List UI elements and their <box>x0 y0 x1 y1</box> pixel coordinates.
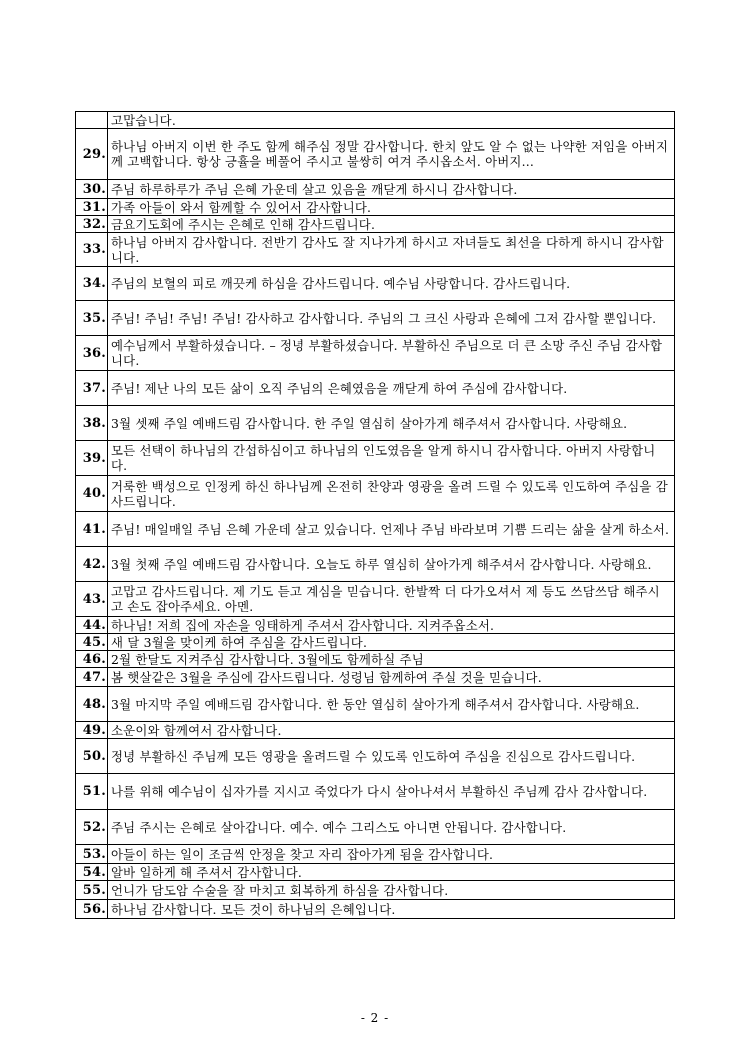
row-text: 거룩한 백성으로 인정케 하신 하나님께 온전히 찬양과 영광을 올려 드릴 수 있도록 인도하여 주심을 감사드립니다. <box>108 476 675 512</box>
row-number: 34. <box>76 267 108 301</box>
table-row <box>76 180 675 199</box>
table-row <box>76 301 675 336</box>
row-number: 53. <box>76 845 108 864</box>
table-row <box>76 881 675 900</box>
row-number: 32. <box>76 216 108 233</box>
table-row <box>76 617 675 634</box>
table-row <box>76 112 675 129</box>
row-number: 41. <box>76 512 108 547</box>
row-number: 44. <box>76 617 108 634</box>
row-number: 31. <box>76 199 108 216</box>
prayer-table <box>75 111 675 919</box>
row-text: 소운이와 함께여서 감사합니다. <box>108 722 675 739</box>
row-text: 3월 마지막 주일 예배드림 감사합니다. 한 동안 열심히 살아가게 해주셔서 감사합니다. 사랑해요. <box>108 687 675 722</box>
row-number: 29. <box>76 129 108 180</box>
row-number: 37. <box>76 371 108 406</box>
row-number: 30. <box>76 180 108 199</box>
row-text: 주님 하루하루가 주님 은혜 가운데 살고 있음을 깨닫게 하시니 감사합니다. <box>108 180 675 199</box>
table-row <box>76 129 675 180</box>
row-number: 55. <box>76 881 108 900</box>
prayer-table-body <box>76 112 675 919</box>
row-number: 38. <box>76 406 108 441</box>
row-text: 새 달 3월을 맞이케 하여 주심을 감사드립니다. <box>108 634 675 651</box>
row-text: 고맙습니다. <box>108 112 675 129</box>
row-text: 예수님께서 부활하셨습니다. – 정녕 부활하셨습니다. 부활하신 주님으로 더 큰 소망 주신 주님 감사합니다. <box>108 336 675 371</box>
row-text: 하나님 감사합니다. 모든 것이 하나님의 은혜입니다. <box>108 900 675 919</box>
row-text: 아들이 하는 일이 조금씩 안정을 찾고 자리 잡아가게 됨을 감사합니다. <box>108 845 675 864</box>
table-row <box>76 739 675 774</box>
row-number: 43. <box>76 582 108 617</box>
row-text: 주님의 보혈의 피로 깨끗케 하심을 감사드립니다. 예수님 사랑합니다. 감사드립니다. <box>108 267 675 301</box>
row-text: 주님! 매일매일 주님 은혜 가운데 살고 있습니다. 언제나 주님 바라보며 기쁨 드리는 삶을 살게 하소서. <box>108 512 675 547</box>
table-row <box>76 722 675 739</box>
table-row <box>76 371 675 406</box>
row-number: 39. <box>76 441 108 476</box>
row-text: 주님! 제난 나의 모든 삶이 오직 주님의 은혜였음을 깨닫게 하여 주심에 감사합니다. <box>108 371 675 406</box>
table-row <box>76 774 675 810</box>
table-row <box>76 336 675 371</box>
table-row <box>76 441 675 476</box>
table-row <box>76 651 675 668</box>
row-text: 하나님 아버지 감사합니다. 전반기 감사도 잘 지나가게 하시고 자녀들도 최선을 다하게 하시니 감사합니다. <box>108 233 675 267</box>
table-row <box>76 233 675 267</box>
table-row <box>76 547 675 582</box>
row-text: 3월 셋째 주일 예배드림 감사합니다. 한 주일 열심히 살아가게 해주셔서 감사합니다. 사랑해요. <box>108 406 675 441</box>
table-row <box>76 845 675 864</box>
table-row <box>76 406 675 441</box>
table-row <box>76 199 675 216</box>
prayer-table-container <box>75 111 674 919</box>
row-text: 하나님! 저희 집에 자손을 잉태하게 주셔서 감사합니다. 지켜주옵소서. <box>108 617 675 634</box>
row-number: 33. <box>76 233 108 267</box>
row-text: 언니가 담도암 수술을 잘 마치고 회복하게 하심을 감사합니다. <box>108 881 675 900</box>
row-number <box>76 112 108 129</box>
row-text: 금요기도회에 주시는 은혜로 인해 감사드립니다. <box>108 216 675 233</box>
row-text: 정녕 부활하신 주님께 모든 영광을 올려드릴 수 있도록 인도하여 주심을 진심으로 감사드립니다. <box>108 739 675 774</box>
row-text: 2월 한달도 지켜주심 감사합니다. 3월에도 함께하실 주님 <box>108 651 675 668</box>
row-number: 46. <box>76 651 108 668</box>
row-number: 45. <box>76 634 108 651</box>
table-row <box>76 668 675 687</box>
row-text: 주님! 주님! 주님! 주님! 감사하고 감사합니다. 주님의 그 크신 사랑과 은혜에 그저 감사할 뿐입니다. <box>108 301 675 336</box>
row-text: 알바 일하게 해 주셔서 감사합니다. <box>108 864 675 881</box>
row-number: 56. <box>76 900 108 919</box>
row-number: 35. <box>76 301 108 336</box>
table-row <box>76 582 675 617</box>
row-number: 47. <box>76 668 108 687</box>
table-row <box>76 900 675 919</box>
table-row <box>76 476 675 512</box>
row-number: 40. <box>76 476 108 512</box>
row-text: 하나님 아버지 이번 한 주도 함께 해주심 정말 감사합니다. 한치 앞도 알 수 없는 나약한 저임을 아버지께 고백합니다. 항상 긍휼을 베풀어 주시고 불쌍히 여겨 주시옵소서. 아버지... <box>108 129 675 180</box>
row-number: 54. <box>76 864 108 881</box>
row-number: 42. <box>76 547 108 582</box>
table-row <box>76 687 675 722</box>
row-text: 가족 아들이 와서 함께할 수 있어서 감사합니다. <box>108 199 675 216</box>
row-text: 3월 첫째 주일 예배드림 감사합니다. 오늘도 하루 열심히 살아가게 해주셔서 감사합니다. 사랑해요. <box>108 547 675 582</box>
table-row <box>76 634 675 651</box>
row-text: 봄 햇살같은 3월을 주심에 감사드립니다. 성령님 함께하여 주실 것을 믿습니다. <box>108 668 675 687</box>
page-number: - 2 - <box>360 1011 390 1025</box>
row-text: 고맙고 감사드립니다. 제 기도 듣고 계심을 믿습니다. 한발짝 더 다가오셔서 제 등도 쓰담쓰담 해주시고 손도 잡아주세요. 아멘. <box>108 582 675 617</box>
row-number: 36. <box>76 336 108 371</box>
table-row <box>76 810 675 845</box>
row-number: 49. <box>76 722 108 739</box>
row-number: 50. <box>76 739 108 774</box>
table-row <box>76 864 675 881</box>
row-text: 모든 선택이 하나님의 간섭하심이고 하나님의 인도였음을 알게 하시니 감사합니다. 아버지 사랑합니다. <box>108 441 675 476</box>
row-number: 52. <box>76 810 108 845</box>
row-text: 주님 주시는 은혜로 살아갑니다. 예수. 예수 그리스도 아니면 안됩니다. 감사합니다. <box>108 810 675 845</box>
row-text: 나를 위해 예수님이 십자가를 지시고 죽었다가 다시 살아나셔서 부활하신 주님께 감사 감사합니다. <box>108 774 675 810</box>
table-row <box>76 512 675 547</box>
row-number: 51. <box>76 774 108 810</box>
row-number: 48. <box>76 687 108 722</box>
table-row <box>76 216 675 233</box>
table-row <box>76 267 675 301</box>
